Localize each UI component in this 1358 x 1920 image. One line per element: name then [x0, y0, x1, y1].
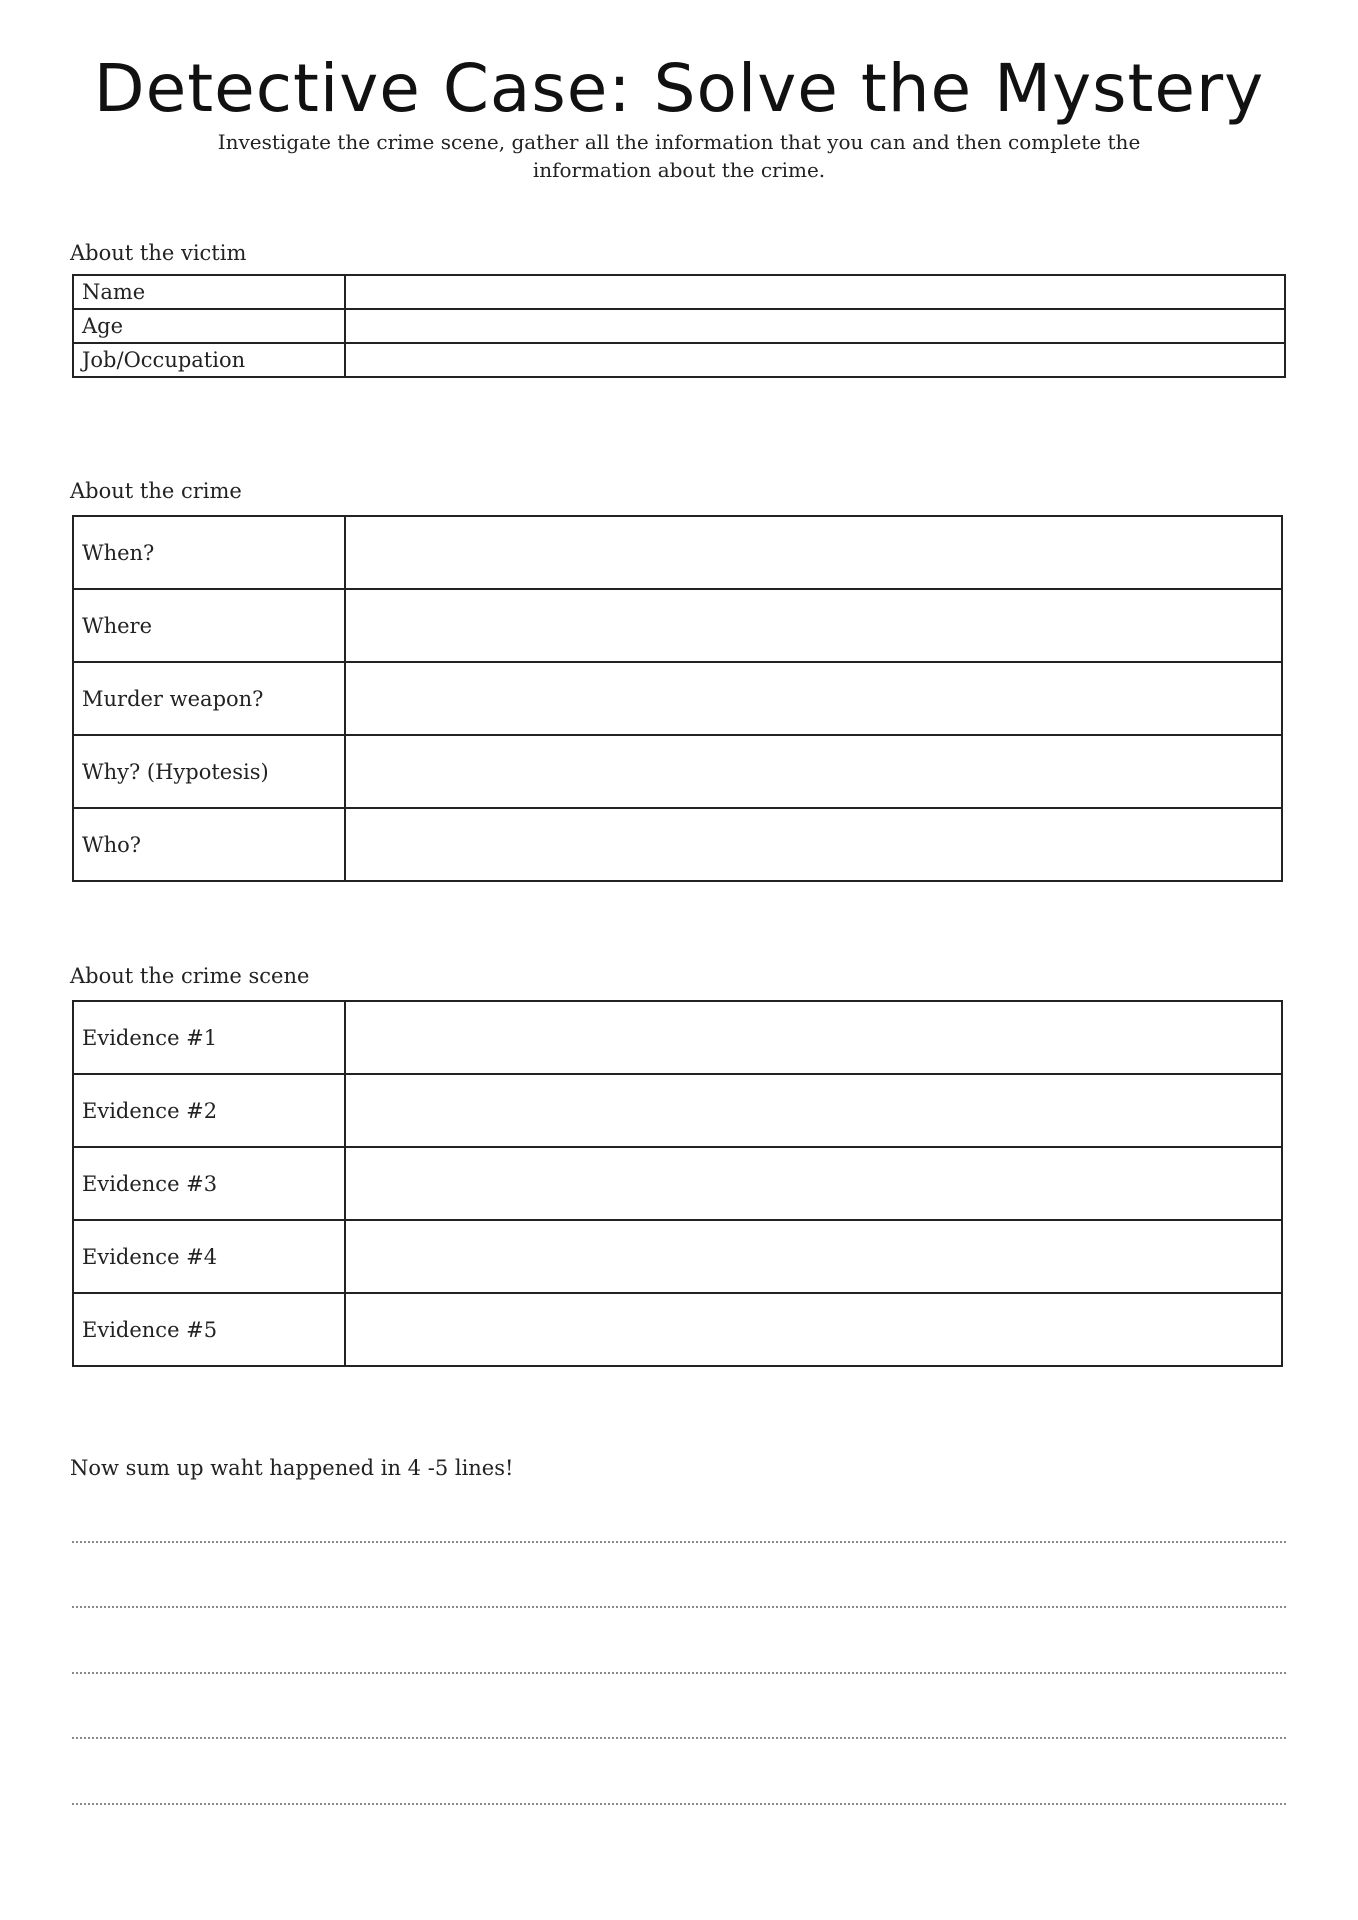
- evidence-3-field[interactable]: [345, 1147, 1282, 1220]
- evidence-5-label: Evidence #5: [73, 1293, 345, 1366]
- table-row: [73, 309, 1285, 343]
- table-row: [73, 662, 1282, 735]
- evidence-4-field[interactable]: [345, 1220, 1282, 1293]
- crime-weapon-label: Murder weapon?: [73, 662, 345, 735]
- victim-name-field[interactable]: [345, 275, 1285, 309]
- crime-who-label: Who?: [73, 808, 345, 881]
- crime-section-heading: About the crime: [70, 479, 242, 503]
- evidence-1-field[interactable]: [345, 1001, 1282, 1074]
- table-row: [73, 516, 1282, 589]
- crime-weapon-field[interactable]: [345, 662, 1282, 735]
- table-row: [73, 808, 1282, 881]
- crime-where-label: Where: [73, 589, 345, 662]
- victim-table: [72, 274, 1286, 378]
- crime-when-field[interactable]: [345, 516, 1282, 589]
- scene-table: [72, 1000, 1283, 1367]
- table-row: [73, 589, 1282, 662]
- table-row: [73, 1147, 1282, 1220]
- table-row: [73, 1220, 1282, 1293]
- scene-section-heading: About the crime scene: [70, 964, 310, 988]
- evidence-4-label: Evidence #4: [73, 1220, 345, 1293]
- victim-section-heading: About the victim: [70, 241, 247, 265]
- crime-where-field[interactable]: [345, 589, 1282, 662]
- victim-job-field[interactable]: [345, 343, 1285, 377]
- crime-why-label: Why? (Hypotesis): [73, 735, 345, 808]
- victim-age-field[interactable]: [345, 309, 1285, 343]
- crime-why-field[interactable]: [345, 735, 1282, 808]
- summary-line-5[interactable]: [72, 1803, 1286, 1805]
- crime-who-field[interactable]: [345, 808, 1282, 881]
- crime-when-label: When?: [73, 516, 345, 589]
- summary-line-1[interactable]: [72, 1541, 1286, 1543]
- evidence-1-label: Evidence #1: [73, 1001, 345, 1074]
- evidence-2-label: Evidence #2: [73, 1074, 345, 1147]
- table-row: [73, 275, 1285, 309]
- page-subtitle: Investigate the crime scene, gather all the information that you can and then complete the information about the crime.: [217, 130, 1141, 182]
- evidence-3-label: Evidence #3: [73, 1147, 345, 1220]
- victim-age-label: Age: [73, 309, 345, 343]
- table-row: [73, 1074, 1282, 1147]
- summary-line-4[interactable]: [72, 1737, 1286, 1739]
- table-row: [73, 735, 1282, 808]
- table-row: [73, 343, 1285, 377]
- summary-prompt: Now sum up waht happened in 4 -5 lines!: [70, 1456, 514, 1480]
- summary-line-2[interactable]: [72, 1606, 1286, 1608]
- evidence-5-field[interactable]: [345, 1293, 1282, 1366]
- page-title: Detective Case: Solve the Mystery: [93, 50, 1265, 127]
- victim-job-label: Job/Occupation: [73, 343, 345, 377]
- crime-table: [72, 515, 1283, 882]
- summary-line-3[interactable]: [72, 1672, 1286, 1674]
- evidence-2-field[interactable]: [345, 1074, 1282, 1147]
- victim-name-label: Name: [73, 275, 345, 309]
- table-row: [73, 1001, 1282, 1074]
- table-row: [73, 1293, 1282, 1366]
